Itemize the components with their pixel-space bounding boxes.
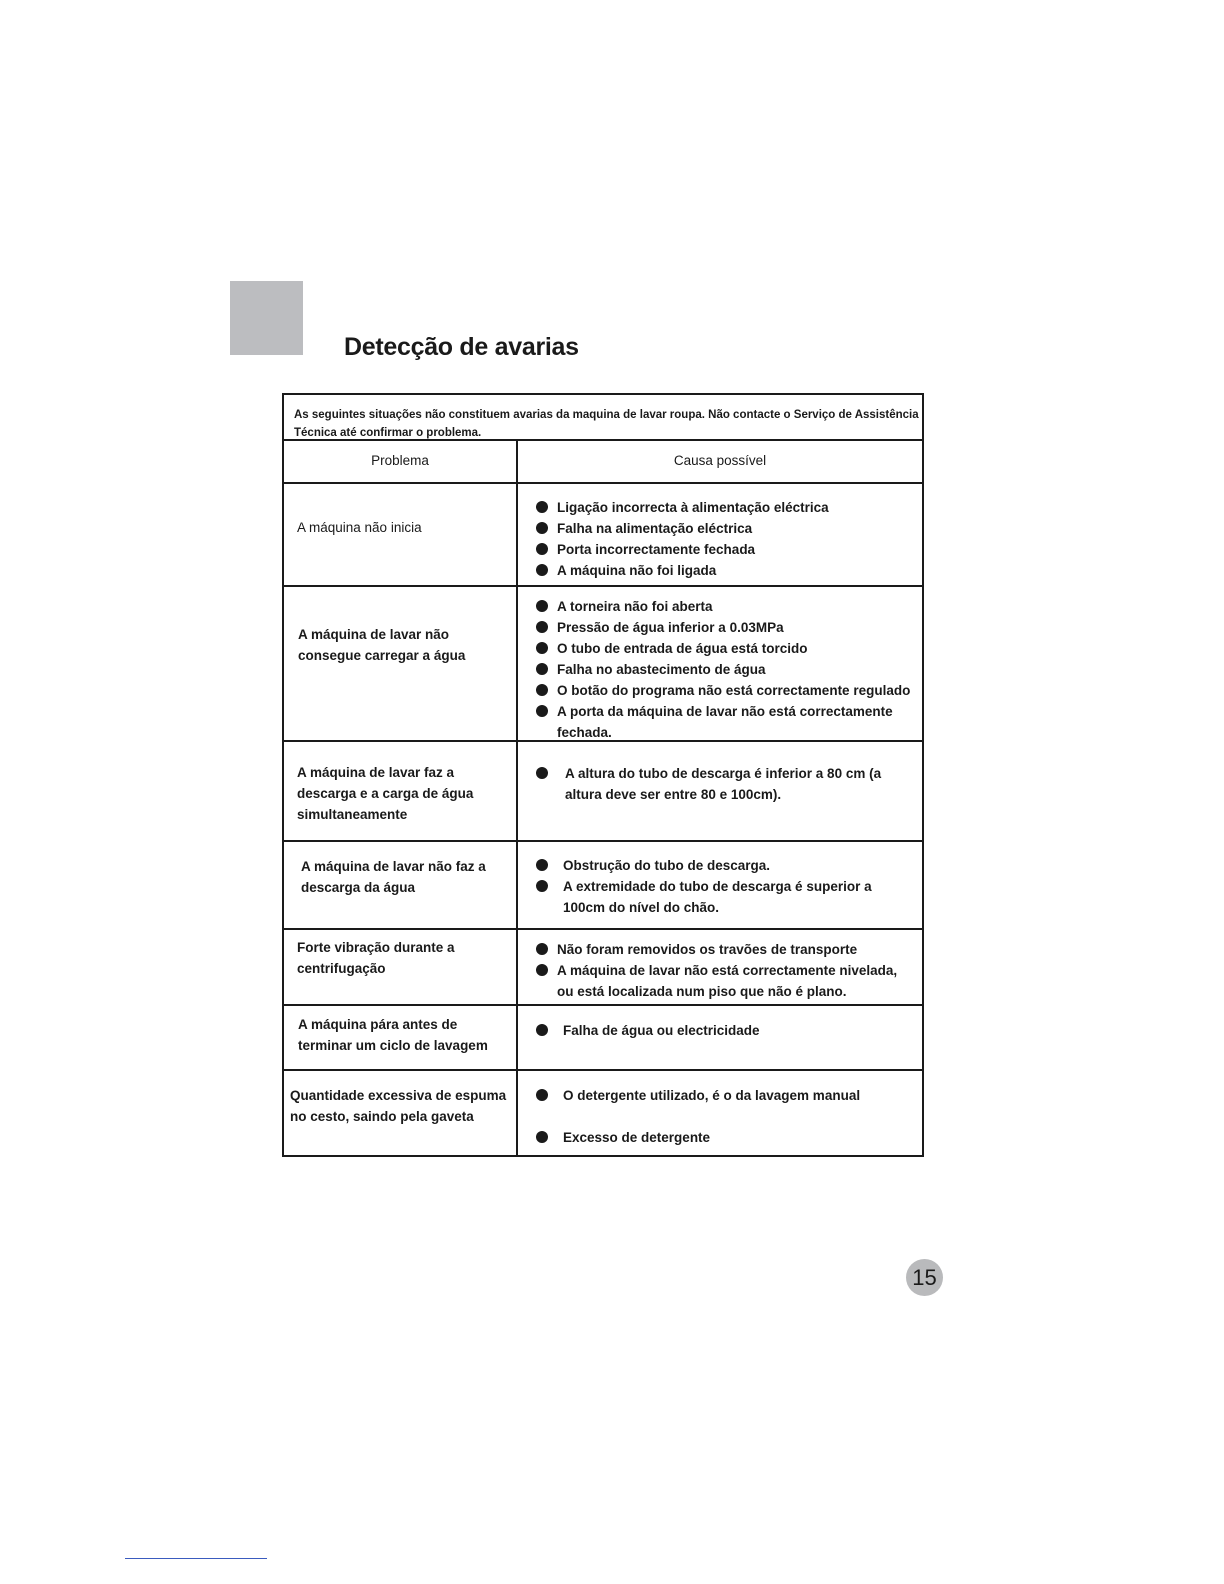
cause-item: Falha no abastecimento de água	[536, 659, 918, 680]
cause-item: Obstrução do tubo de descarga.	[536, 855, 918, 876]
cause-cell	[518, 1006, 922, 1069]
section-marker	[230, 281, 303, 355]
bullet-icon	[536, 642, 548, 654]
page-number-badge: 15	[906, 1259, 943, 1296]
cause-item: A torneira não foi aberta	[536, 596, 918, 617]
table-row	[284, 742, 922, 842]
bullet-icon	[536, 684, 548, 696]
problem-cell	[284, 484, 518, 585]
problem-cell	[284, 1071, 518, 1155]
bullet-icon	[536, 600, 548, 612]
cause-item: A extremidade do tubo de descarga é superior a 100cm do nível do chão.	[536, 876, 918, 918]
cause-item: A altura do tubo de descarga é inferior a 80 cm (a altura deve ser entre 80 e 100cm).	[536, 763, 918, 805]
cause-item: O tubo de entrada de água está torcido	[536, 638, 918, 659]
cause-list	[536, 1020, 918, 1041]
problem-text: Quantidade excessiva de espuma no cesto, saindo pela gaveta	[290, 1088, 507, 1124]
cause-item: Porta incorrectamente fechada	[536, 539, 918, 560]
cause-item: Falha na alimentação eléctrica	[536, 518, 918, 539]
cause-item: Pressão de água inferior a 0.03MPa	[536, 617, 918, 638]
bullet-icon	[536, 767, 548, 779]
problem-text: A máquina pára antes de terminar um ciclo de lavagem	[298, 1017, 488, 1053]
cause-list	[536, 596, 918, 743]
table-row	[284, 842, 922, 930]
problem-text: Forte vibração durante a centrifugação	[297, 940, 455, 976]
problem-cell	[284, 1006, 518, 1069]
bullet-icon	[536, 1131, 548, 1143]
troubleshooting-table	[282, 393, 924, 1157]
header-problem: Problema	[284, 441, 518, 482]
problem-text: A máquina não inicia	[297, 520, 422, 535]
table-row	[284, 1071, 922, 1155]
problem-cell	[284, 587, 518, 740]
bullet-icon	[536, 1089, 548, 1101]
cause-item: A máquina de lavar não está correctamente nivelada, ou está localizada num piso que não é plano.	[536, 960, 918, 1002]
bullet-icon	[536, 621, 548, 633]
problem-text: A máquina de lavar não faz a descarga da água	[301, 859, 486, 895]
footer-line	[125, 1558, 267, 1559]
bullet-icon	[536, 964, 548, 976]
cause-item: Falha de água ou electricidade	[536, 1020, 918, 1041]
cause-list	[536, 939, 918, 1002]
cause-item: Não foram removidos os travões de transporte	[536, 939, 918, 960]
cause-item: A máquina não foi ligada	[536, 560, 918, 581]
bullet-icon	[536, 705, 548, 717]
bullet-icon	[536, 880, 548, 892]
bullet-icon	[536, 859, 548, 871]
bullet-icon	[536, 501, 548, 513]
problem-text: A máquina de lavar não consegue carregar a água	[298, 627, 466, 663]
bullet-icon	[536, 564, 548, 576]
problem-cell	[284, 842, 518, 928]
page-title: Detecção de avarias	[344, 333, 579, 361]
table-header-row	[284, 441, 922, 484]
bullet-icon	[536, 1024, 548, 1036]
bullet-icon	[536, 663, 548, 675]
cause-item: Excesso de detergente	[536, 1127, 918, 1148]
bullet-icon	[536, 943, 548, 955]
bullet-icon	[536, 543, 548, 555]
cause-cell	[518, 930, 922, 1004]
cause-item: O detergente utilizado, é o da lavagem manual	[536, 1085, 918, 1106]
problem-cell	[284, 930, 518, 1004]
cause-item: Ligação incorrecta à alimentação eléctrica	[536, 497, 918, 518]
cause-list	[536, 763, 918, 805]
cause-cell	[518, 587, 922, 740]
cause-list	[536, 497, 918, 581]
table-row	[284, 930, 922, 1006]
header-cause: Causa possível	[673, 453, 767, 468]
cause-list	[536, 855, 918, 918]
cause-cell	[518, 742, 922, 840]
table-row	[284, 484, 922, 587]
cause-cell	[518, 1071, 922, 1155]
table-notice: As seguintes situações não constituem avarias da maquina de lavar roupa. Não contacte o Serviço de Assistência Técnica até confirmar o problema.	[284, 395, 922, 441]
cause-list	[536, 1085, 918, 1148]
cause-item: O botão do programa não está correctamente regulado	[536, 680, 918, 701]
table-row	[284, 587, 922, 742]
problem-text: A máquina de lavar faz a descarga e a carga de água simultaneamente	[297, 765, 474, 822]
problem-cell	[284, 742, 518, 840]
cause-item: A porta da máquina de lavar não está correctamente fechada.	[536, 701, 918, 743]
table-row	[284, 1006, 922, 1071]
bullet-icon	[536, 522, 548, 534]
cause-cell	[518, 842, 922, 928]
cause-cell	[518, 484, 922, 585]
